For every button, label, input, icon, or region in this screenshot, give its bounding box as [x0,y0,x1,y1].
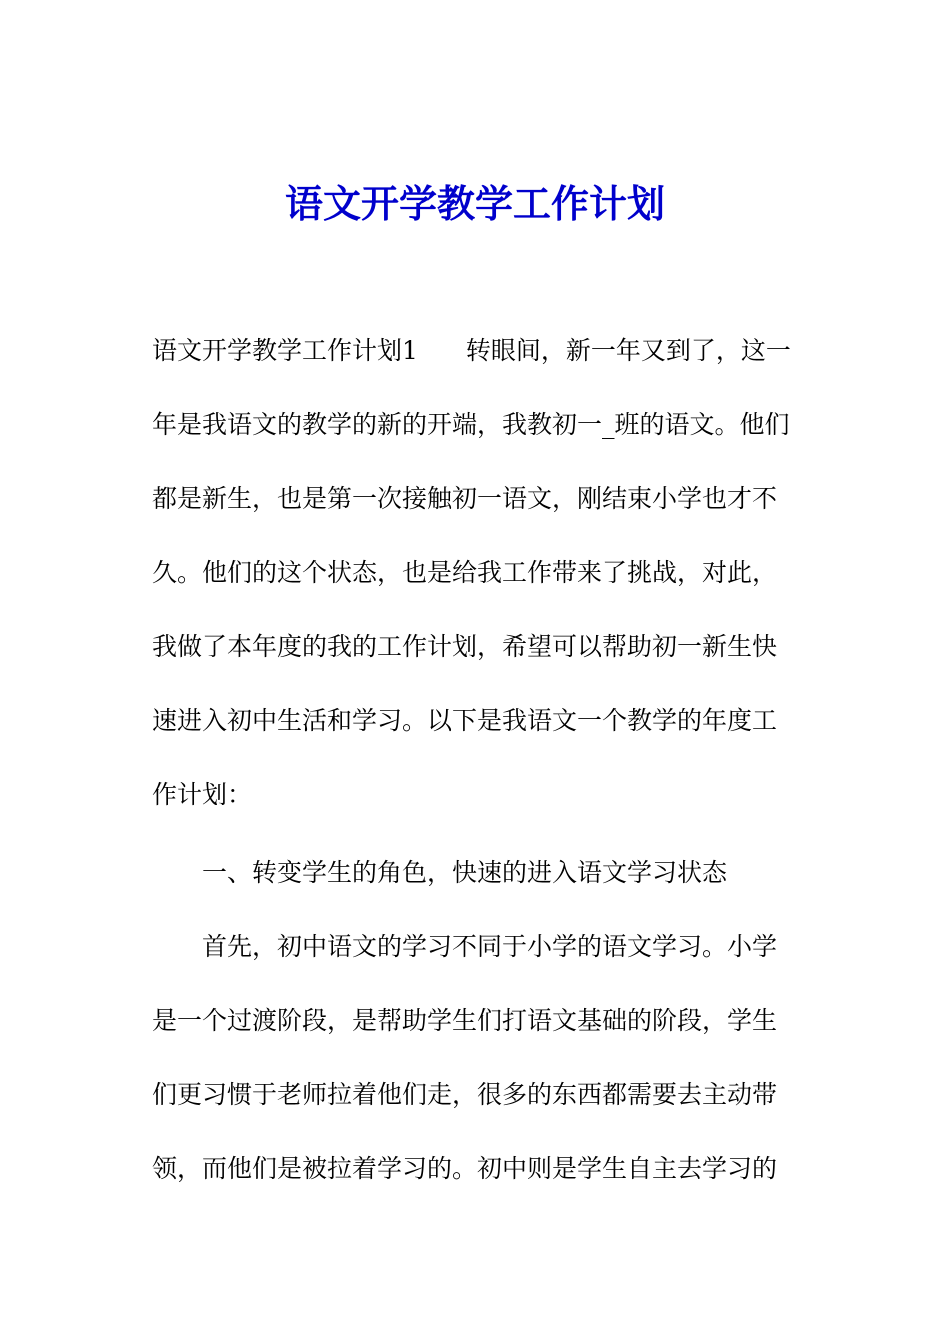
paragraph-line: 们更习惯于老师拉着他们走，很多的东西都需要去主动带 [152,1080,778,1109]
paragraph-line: 久。他们的这个状态，也是给我工作带来了挑战，对此， [152,558,778,587]
paragraph-line: 都是新生，也是第一次接触初一语文，刚结束小学也才不 [152,484,778,513]
paragraph-intro [152,314,812,832]
paragraph-line: 领，而他们是被拉着学习的。初中则是学生自主去学习的 [152,1154,778,1183]
paragraph-line: 作计划： [152,780,253,809]
paragraph-line: 年是我语文的教学的新的开端，我教初一_班的语文。他们 [152,410,790,439]
paragraph-body [152,910,812,1206]
section-heading-text: 一、转变学生的角色，快速的进入语文学习状态 [202,858,728,887]
paragraph-line: 首先，初中语文的学习不同于小学的语文学习。小学 [202,932,778,961]
paragraph-line: 速进入初中生活和学习。以下是我语文一个教学的年度工 [152,706,778,735]
section-heading [152,836,812,910]
section-lead: 语文开学教学工作计划1 [152,336,418,365]
line-text: 转眼间，新一年又到了，这一 [465,336,791,365]
paragraph-line: 是一个过渡阶段，是帮助学生们打语文基础的阶段，学生 [152,1006,778,1035]
document-title: 语文开学教学工作计划 [284,181,665,226]
paragraph-line: 我做了本年度的我的工作计划，希望可以帮助初一新生快 [152,632,778,661]
paragraph-line [152,314,812,388]
